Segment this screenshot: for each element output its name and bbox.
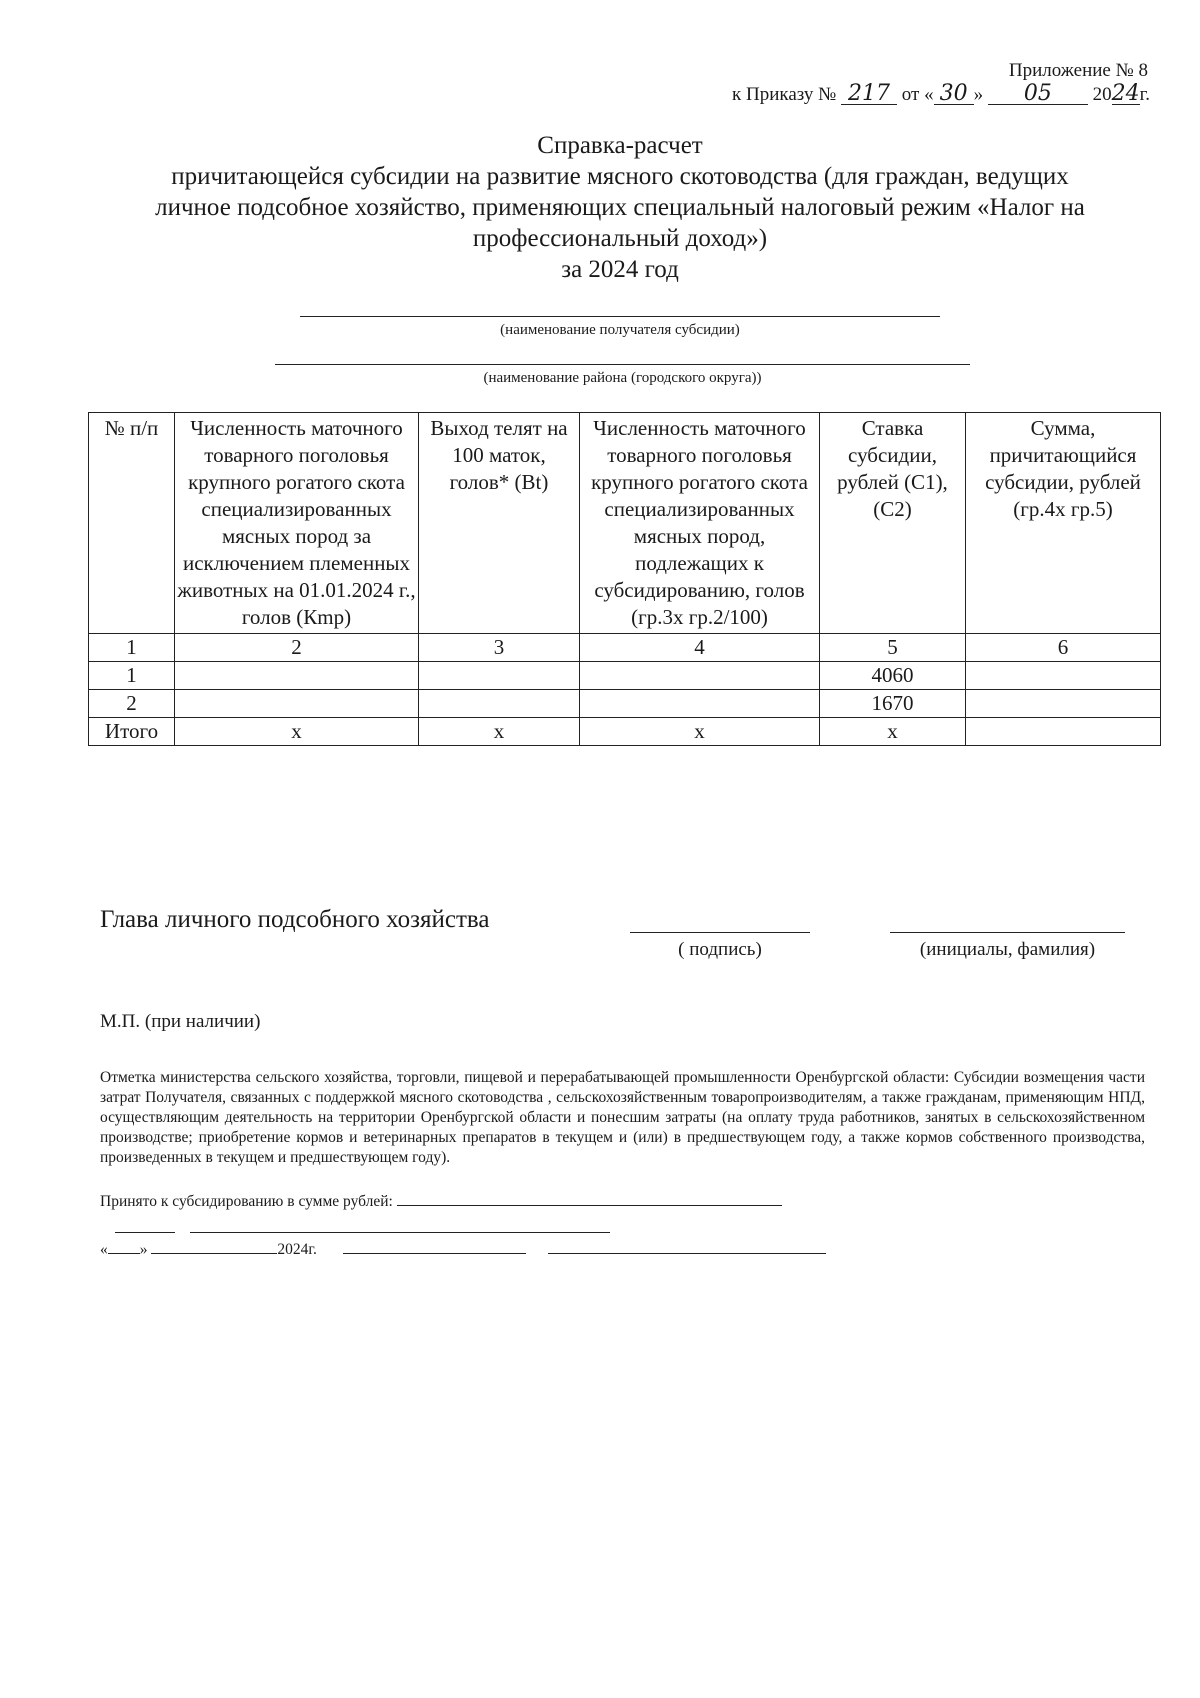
table-cell[interactable] [966, 662, 1161, 690]
table-column-numbers-row [89, 634, 1161, 662]
accepted-amount-field[interactable] [397, 1191, 782, 1206]
table-cell: 4 [580, 634, 820, 662]
table-cell: 2 [89, 690, 175, 718]
table-total-row [89, 718, 1161, 746]
ministry-note: Отметка министерства сельского хозяйства, торговли, пищевой и перерабатывающей промышленности Оренбургской области: Субсидии возмещения части затрат Получателя, связанных с поддержкой мясного скотоводства , сельскохозяйственным товаропроизводителям, а также гражданам, применяющим НПД, осуществляющим деятельность на территории Оренбургской области и понесшим затраты (на оплату труда работников, занятых в сельскохозяйственном производстве; приобретение кормов и ветеринарных препаратов в текущем и (или) в предшествующем году, а также кормов собственного производства, произведенных в текущем и предшествующем году). [100, 1069, 1145, 1166]
table-row [89, 690, 1161, 718]
table-cell: х [175, 718, 419, 746]
header-cell-amount: Сумма, причитающийся субсидии, рублей (гр.4х гр.5) [966, 413, 1161, 634]
header-cell-calf-yield: Выход телят на 100 маток, голов* (Bt) [419, 413, 580, 634]
date-open-quote: « [100, 1241, 108, 1258]
table-cell: 4060 [820, 662, 966, 690]
table-cell: х [419, 718, 580, 746]
title-line-3: личное подсобное хозяйство, применяющих специальный налоговый режим «Налог на [155, 194, 1085, 221]
header-cell-number: № п/п [89, 413, 175, 634]
signature-caption: ( подпись) [678, 939, 762, 960]
recipient-name-caption: (наименование получателя субсидии) [500, 322, 740, 338]
table-cell: 5 [820, 634, 966, 662]
order-year-end: г. [1139, 84, 1150, 105]
recipient-name-line [300, 316, 940, 317]
accepted-label: Принято к субсидированию в сумме рублей: [100, 1193, 393, 1210]
table-cell[interactable] [175, 690, 419, 718]
order-mid: » [973, 84, 984, 105]
order-reference [732, 81, 1150, 106]
head-of-household-label: Глава личного подсобного хозяйства [100, 906, 490, 933]
title-line-2: причитающейся субсидии на развитие мясного скотоводства (для граждан, ведущих [171, 163, 1069, 190]
title-line-4: профессиональный доход») [472, 225, 768, 252]
order-year-prefix: 20 [1092, 84, 1112, 105]
order-from: от « [901, 84, 934, 105]
table-cell[interactable] [966, 690, 1161, 718]
table-cell[interactable] [580, 662, 820, 690]
district-name-line [275, 364, 970, 365]
order-number: 217 [841, 84, 897, 105]
date-signature-line [100, 1239, 826, 1259]
signature-line[interactable] [630, 932, 810, 933]
order-year-suffix: 24 [1111, 81, 1140, 106]
header-cell-livestock: Численность маточного товарного поголовья крупного рогатого скота специализированных мясных пород за исключением племенных животных на 01.01.2024 г., голов (Кmp) [175, 413, 419, 634]
table-cell: 2 [175, 634, 419, 662]
table-cell[interactable] [419, 662, 580, 690]
date-close-quote: » [139, 1241, 148, 1258]
header-cell-subsidized-livestock: Численность маточного товарного поголовья крупного рогатого скота специализированных мясных пород, подлежащих к субсидированию, голов (гр.3х гр.2/100) [580, 413, 820, 634]
table-cell: 1 [89, 634, 175, 662]
name-line[interactable] [890, 932, 1125, 933]
table-cell: 1670 [820, 690, 966, 718]
date-day-field[interactable] [108, 1239, 140, 1254]
subsidy-table [88, 412, 1161, 746]
date-year: 2024г. [277, 1241, 317, 1258]
table-cell: 6 [966, 634, 1161, 662]
date-month-field[interactable] [151, 1239, 277, 1254]
date-top-line-1 [115, 1232, 175, 1233]
date-position-field[interactable] [343, 1239, 526, 1254]
table-header-row [89, 413, 1161, 634]
order-month: 05 [988, 84, 1088, 105]
district-name-caption: (наименование района (городского округа)) [483, 370, 762, 386]
table-row [89, 662, 1161, 690]
table-cell: 3 [419, 634, 580, 662]
order-day: 30 [934, 84, 974, 105]
date-name-field[interactable] [548, 1239, 826, 1254]
table-cell: Итого [89, 718, 175, 746]
table-cell[interactable] [175, 662, 419, 690]
document-title [80, 130, 1160, 285]
stamp-label: М.П. (при наличии) [100, 1011, 261, 1032]
table-cell[interactable] [966, 718, 1161, 746]
order-prefix: к Приказу № [732, 84, 837, 105]
table-cell: 1 [89, 662, 175, 690]
name-caption: (инициалы, фамилия) [919, 939, 1096, 960]
date-top-line-2 [190, 1232, 610, 1233]
table-cell[interactable] [580, 690, 820, 718]
title-line-5: за 2024 год [561, 256, 679, 283]
title-line-1: Справка-расчет [537, 132, 703, 159]
header-cell-rate: Ставка субсидии, рублей (С1), (С2) [820, 413, 966, 634]
appendix-label: Приложение № 8 [1008, 60, 1148, 81]
accepted-amount-line [100, 1191, 782, 1211]
table-cell: х [580, 718, 820, 746]
table-cell[interactable] [419, 690, 580, 718]
table-cell: х [820, 718, 966, 746]
